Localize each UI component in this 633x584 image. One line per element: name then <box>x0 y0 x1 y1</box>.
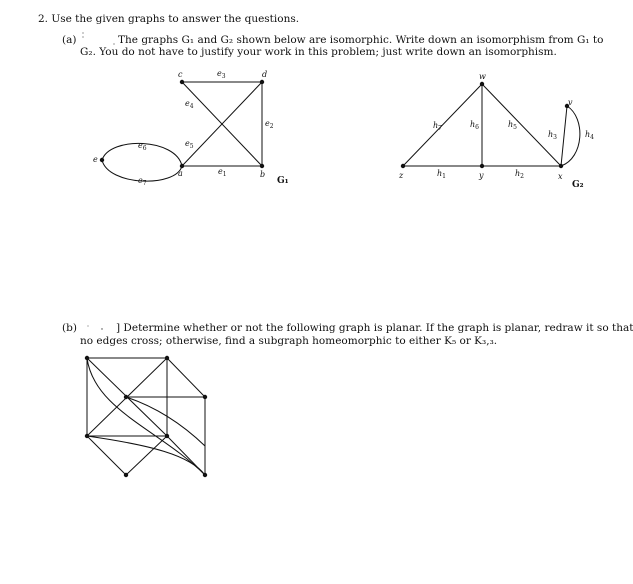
g2-label-h1: $h_1$ <box>437 169 446 180</box>
part-b-line-1: ] Determine whether or not the following graph is planar. If the graph is planar, redraw it so that <box>116 322 633 334</box>
pb-edge-10 <box>87 436 126 475</box>
part-b-line-2: no edges cross; otherwise, find a subgraph homeomorphic to either K₅ or K₃,₃. <box>80 335 498 347</box>
graph-g2 <box>401 82 580 168</box>
g1-label-e1: $e_1$ <box>218 167 227 178</box>
g1-label-e5: $e_5$ <box>185 139 194 150</box>
g2-edge-h3 <box>561 106 567 166</box>
pb-vertex-bottom-mid <box>165 434 169 438</box>
pb-vertex-center <box>124 395 128 399</box>
pb-vertex-top-left <box>85 356 89 360</box>
g2-label-x: x <box>558 172 563 181</box>
g2-label-h6: $h_6$ <box>470 120 479 131</box>
g2-label-h4: $h_4$ <box>585 130 594 141</box>
g2-label-z: z <box>399 171 404 180</box>
pb-vertex-mid-right <box>203 395 207 399</box>
g2-label-h5: $h_5$ <box>508 120 517 131</box>
g1-label-a: a <box>178 169 183 178</box>
pb-vertex-bottom <box>124 473 128 477</box>
scan-artifact-a <box>82 32 114 44</box>
pb-vertex-bottom-left <box>85 434 89 438</box>
g2-label-y: y <box>479 171 484 180</box>
g2-vertex-z <box>401 164 405 168</box>
problem-header: 2. Use the given graphs to answer the questions. <box>38 13 300 25</box>
g2-vertex-y <box>480 164 484 168</box>
g1-label-e4: $e_4$ <box>185 99 194 110</box>
g1-label-e: e <box>93 155 98 164</box>
g1-label-e3: $e_3$ <box>217 69 226 80</box>
g2-edge-h5 <box>482 84 561 166</box>
pb-edge-11 <box>126 436 167 475</box>
g2-label-h3: $h_3$ <box>548 130 557 141</box>
g1-label-c: c <box>178 70 183 79</box>
g1-vertex-c <box>180 80 184 84</box>
scan-artifact-b <box>87 325 102 329</box>
part-a-line-2: G₂. You do not have to justify your work in this problem; just write down an isomorphism. <box>80 46 557 58</box>
g2-label-v: v <box>568 98 573 107</box>
g2-label-w: w <box>479 72 486 81</box>
pb-vertex-top-right <box>165 356 169 360</box>
g2-label-h7: $h_7$ <box>433 121 442 132</box>
g1-label-d: d <box>262 70 268 79</box>
g1-vertex-b <box>260 164 264 168</box>
part-b-marker: (b) <box>62 322 77 334</box>
g2-vertex-w <box>480 82 484 86</box>
g1-vertex-e <box>100 158 104 162</box>
g1-label-e2: $e_2$ <box>265 119 274 130</box>
g1-vertex-a <box>180 164 184 168</box>
g1-label-e6: $e_6$ <box>138 141 147 152</box>
pb-vertex-bottom-right <box>203 473 207 477</box>
g1-label-e7: $e_7$ <box>138 176 147 187</box>
g2-name: G₂ <box>572 180 584 190</box>
part-a-line-1: The graphs G₁ and G₂ shown below are isomorphic. Write down an isomorphism from G₁ to <box>118 34 604 46</box>
g1-label-b: b <box>260 170 266 179</box>
pb-edge-7 <box>167 358 205 397</box>
graph-g1 <box>100 80 264 181</box>
graph-part-b <box>85 356 207 477</box>
pb-curve-3 <box>126 397 205 446</box>
g2-label-h2: $h_2$ <box>515 169 524 180</box>
part-a-marker: (a) <box>62 34 77 46</box>
g1-name: G₁ <box>277 176 289 186</box>
g2-vertex-x <box>559 164 563 168</box>
g1-vertex-d <box>260 80 264 84</box>
